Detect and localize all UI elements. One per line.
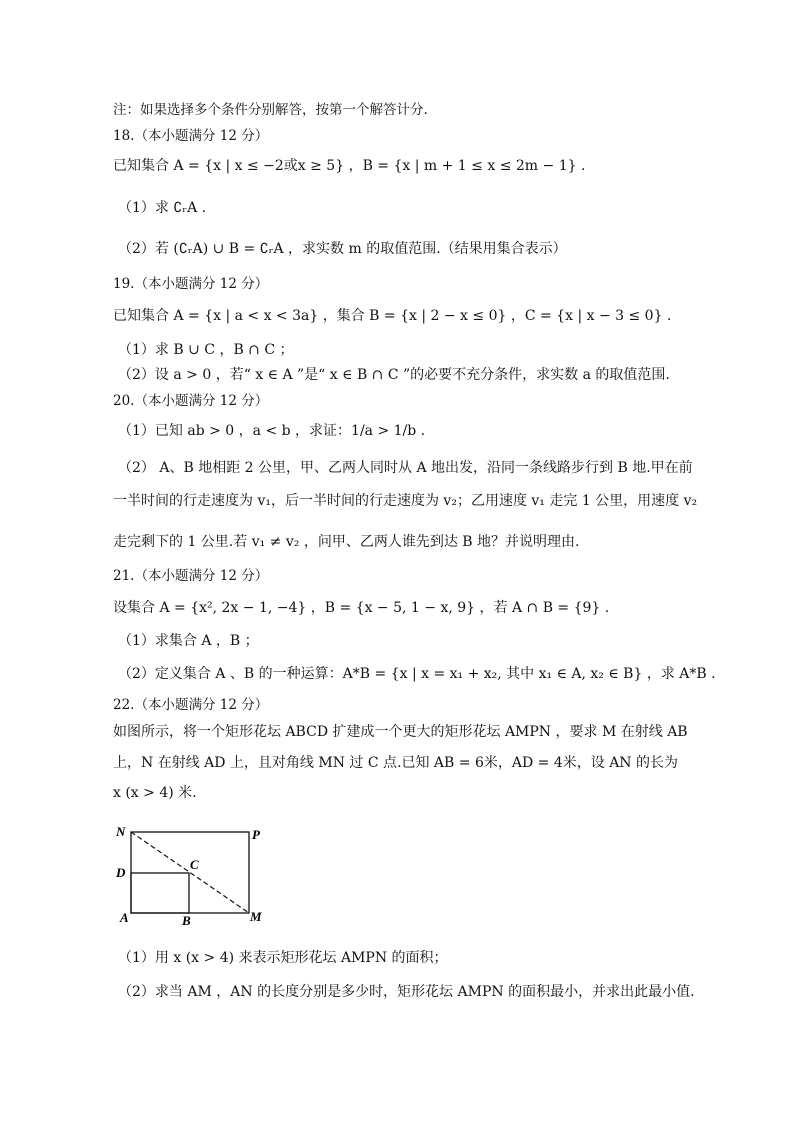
q20-part2-line2: 一半时间的行走速度为 v₁，后一半时间的行走速度为 v₂；乙用速度 v₁ 走完 1 公里，用速度 v₂ (113, 493, 698, 509)
q18-heading: 18.（本小题满分 12 分） (113, 128, 269, 144)
q18-part2: （2）若 (∁ᵣA) ∪ B = ∁ᵣA ，求实数 m 的取值范围.（结果用集合表示） (118, 241, 567, 257)
q22-text-line2: 上，N 在射线 AD 上，且对角线 MN 过 C 点.已知 AB = 6米，AD = 4米，设 AN 的长为 (113, 755, 679, 771)
label-b: B (182, 913, 191, 927)
q20-part2-line1: （2） A、B 地相距 2 公里，甲、乙两人同时从 A 地出发，沿同一条线路步行到 B 地.甲在前 (118, 460, 693, 476)
q21-heading: 21.（本小题满分 12 分） (113, 568, 269, 584)
q22-part1: （1）用 x (x > 4) 来表示矩形花坛 AMPN 的面积； (118, 950, 448, 966)
q20-part2-line3: 走完剩下的 1 公里.若 v₁ ≠ v₂ ，问甲、乙两人谁先到达 B 地？并说明理由. (113, 534, 580, 550)
rectangle-figure (112, 822, 272, 927)
label-p: P (252, 827, 260, 842)
q18-part1: （1）求 ∁ᵣA . (118, 200, 207, 216)
label-a: A (120, 910, 129, 925)
q20-part1: （1）已知 ab > 0 ，a < b ，求证：1/a > 1/b . (118, 423, 426, 439)
q21-given: 设集合 A = {x², 2x − 1, −4} ，B = {x − 5, 1 − x, 9} ，若 A ∩ B = {9} . (113, 600, 610, 616)
note-text: 注：如果选择多个条件分别解答，按第一个解答计分. (113, 102, 428, 118)
label-d: D (116, 865, 126, 880)
q19-given: 已知集合 A = {x | a < x < 3a} ，集合 B = {x | 2 − x ≤ 0} ，C = {x | x − 3 ≤ 0} . (113, 308, 672, 324)
label-n: N (116, 824, 126, 839)
q21-part1: （1）求集合 A ，B ； (118, 633, 259, 649)
q22-heading: 22.（本小题满分 12 分） (113, 697, 269, 713)
label-m: M (250, 909, 262, 924)
q21-part2: （2）定义集合 A 、B 的一种运算：A*B = {x | x = x₁ + x₂, 其中 x₁ ∈ A, x₂ ∈ B} ，求 A*B . (118, 666, 716, 682)
q18-given: 已知集合 A = {x | x ≤ −2或x ≥ 5} ，B = {x | m + 1 ≤ x ≤ 2m − 1} . (113, 158, 586, 174)
q22-text-line1: 如图所示，将一个矩形花坛 ABCD 扩建成一个更大的矩形花坛 AMPN ，要求 M 在射线 AB (113, 724, 688, 740)
q22-text-line3: x (x > 4) 米. (113, 785, 197, 801)
inner-rectangle-abcd (131, 873, 189, 913)
q20-heading: 20.（本小题满分 12 分） (113, 393, 269, 409)
label-c: C (190, 857, 199, 872)
q19-heading: 19.（本小题满分 12 分） (113, 276, 269, 292)
q22-part2: （2）求当 AM ，AN 的长度分别是多少时，矩形花坛 AMPN 的面积最小，并求出此最小值. (118, 984, 695, 1000)
q19-part2: （2）设 a > 0 ，若“ x ∈ A ”是“ x ∈ B ∩ C ”的必要不充分条件，求实数 a 的取值范围. (118, 367, 670, 383)
q19-part1: （1）求 B ∪ C ，B ∩ C ； (118, 342, 294, 358)
